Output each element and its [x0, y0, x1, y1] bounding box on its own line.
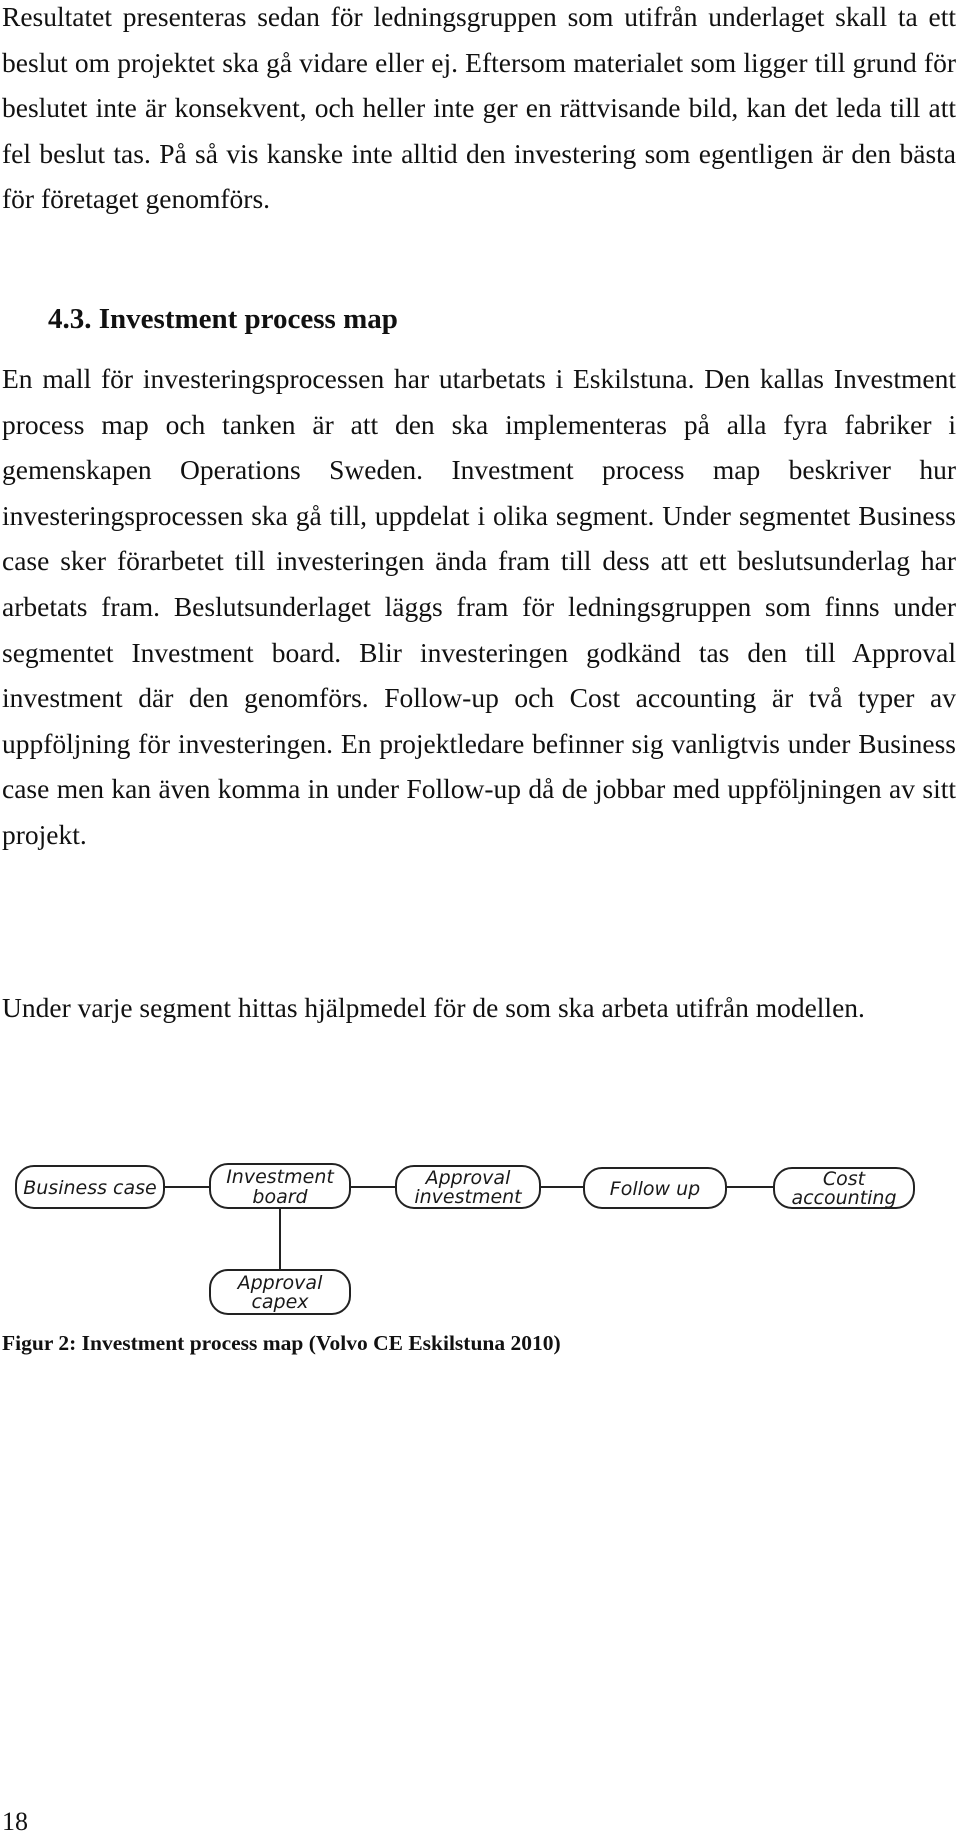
node-business-case: [16, 1166, 164, 1208]
paragraph-process-description: En mall för investeringsprocessen har utarbetats i Eskilstuna. Den kallas Investment process map och tanken är att den ska implementeras på alla fyra fabriker i gemenskapen Operations Sweden. Investment process map beskriver hur investeringsprocessen ska gå till, uppdelat i olika segment. Under segmentet Business case sker förarbetet till investeringen ända fram till dess att ett beslutsunderlag har arbetats fram. Beslutsunderlaget läggs fram för ledningsgruppen som finns under segmentet Investment board. Blir investeringen godkänd tas den till Approval investment där den genomförs. Follow-up och Cost accounting är två typer av uppföljning för investeringen. En projektledare befinner sig vanligtvis under Business case men kan även komma in under Follow-up då de jobbar med uppföljningen av sitt projekt.: [2, 363, 956, 850]
node-approval-investment: [396, 1166, 540, 1208]
investment-process-diagram: [0, 1140, 960, 1320]
node-label: Business case: [23, 1177, 157, 1199]
node-label-line-1: Approval: [425, 1167, 511, 1189]
diagram-canvas: [0, 1140, 960, 1320]
section-heading: [48, 294, 398, 344]
node-cost-accounting: [774, 1168, 914, 1209]
node-approval-capex: [210, 1270, 350, 1314]
node-label-line-2: board: [252, 1186, 308, 1208]
node-label-line-2: accounting: [791, 1187, 897, 1209]
figure-caption: Figur 2: Investment process map (Volvo CE Eskilstuna 2010): [2, 1331, 561, 1355]
node-label-line-1: Cost: [822, 1168, 866, 1190]
node-label: Follow up: [609, 1178, 701, 1200]
section-number: 4.3.: [48, 303, 92, 335]
paragraph-tools: Under varje segment hittas hjälpmedel för de som ska arbeta utifrån modellen.: [2, 992, 865, 1023]
section-title: Investment process map: [98, 303, 398, 335]
paragraph-intro: Resultatet presenteras sedan för ledningsgruppen som utifrån underlaget skall ta ett beslut om projektet ska gå vidare eller ej. Eftersom materialet som ligger till grund för beslutet inte är konsekvent, och heller inte ger en rättvisande bild, kan det leda till att fel beslut tas. På så vis kanske inte alltid den investering som egentligen är den bästa för företaget genomförs.: [2, 1, 956, 215]
node-label-line-1: Approval: [237, 1272, 323, 1294]
node-label-line-2: capex: [251, 1291, 309, 1313]
node-label-line-2: investment: [414, 1186, 522, 1208]
node-follow-up: [584, 1168, 726, 1208]
node-investment-board: [210, 1164, 350, 1208]
page-number: 18: [2, 1807, 28, 1836]
node-label-line-1: Investment: [226, 1166, 334, 1188]
